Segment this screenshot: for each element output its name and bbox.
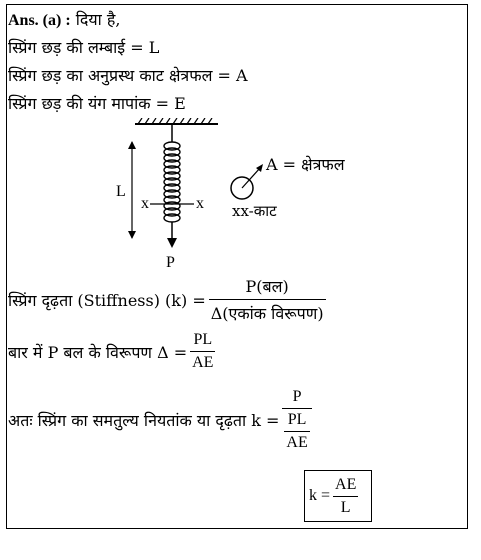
equivalent-fraction xyxy=(282,388,311,452)
deformation-formula xyxy=(8,331,218,372)
section-x-left: x xyxy=(141,195,149,212)
section-x-right: x xyxy=(196,195,204,212)
spring-coil xyxy=(164,214,180,222)
stiffness-numerator: P(बल) xyxy=(209,275,326,300)
equivalent-inner-denominator: AE xyxy=(286,434,308,451)
equivalent-numerator: P xyxy=(282,388,311,409)
equivalent-inner-numerator: PL xyxy=(284,411,309,432)
deformation-text: बार में P बल के विरूपण Δ = xyxy=(8,342,188,362)
given-area: स्प्रिंग छड़ का अनुप्रस्थ काट क्षेत्रफल = A xyxy=(8,66,248,85)
given-length: स्प्रिंग छड़ की लम्बाई = L xyxy=(8,38,160,57)
equivalent-denominator xyxy=(282,409,311,452)
stiffness-formula xyxy=(8,275,329,324)
result-fraction xyxy=(333,476,358,517)
deformation-fraction xyxy=(190,331,215,372)
section-label: xx-काट xyxy=(232,202,277,220)
deformation-numerator: PL xyxy=(190,331,215,352)
length-label: L xyxy=(116,183,126,200)
deformation-denominator: AE xyxy=(192,354,214,371)
spring-coils xyxy=(164,142,180,222)
answer-header xyxy=(8,10,121,31)
equivalent-inner-fraction xyxy=(284,411,309,452)
answer-intro: दिया है, xyxy=(75,10,121,29)
stiffness-fraction xyxy=(209,275,326,324)
area-label: A = क्षेत्रफल xyxy=(266,155,345,174)
stiffness-denominator: Δ(एकांक विरूपण) xyxy=(210,304,324,323)
spring-figure xyxy=(100,118,380,270)
answer-prefix: Ans. (a) : xyxy=(8,12,71,29)
result-box xyxy=(304,470,372,522)
result-numerator: AE xyxy=(333,476,358,497)
load-label: P xyxy=(166,254,175,270)
equivalent-formula xyxy=(8,388,315,452)
stiffness-text: स्प्रिंग दृढ़ता (Stiffness) (k) = xyxy=(8,290,206,310)
result-lhs: k = xyxy=(309,487,331,504)
equivalent-text: अतः स्प्रिंग का समतुल्य नियतांक या दृढ़ता k = xyxy=(8,411,280,430)
result-denominator: L xyxy=(340,498,351,516)
result-formula xyxy=(309,471,361,521)
given-modulus: स्प्रिंग छड़ की यंग मापांक = E xyxy=(8,94,186,113)
